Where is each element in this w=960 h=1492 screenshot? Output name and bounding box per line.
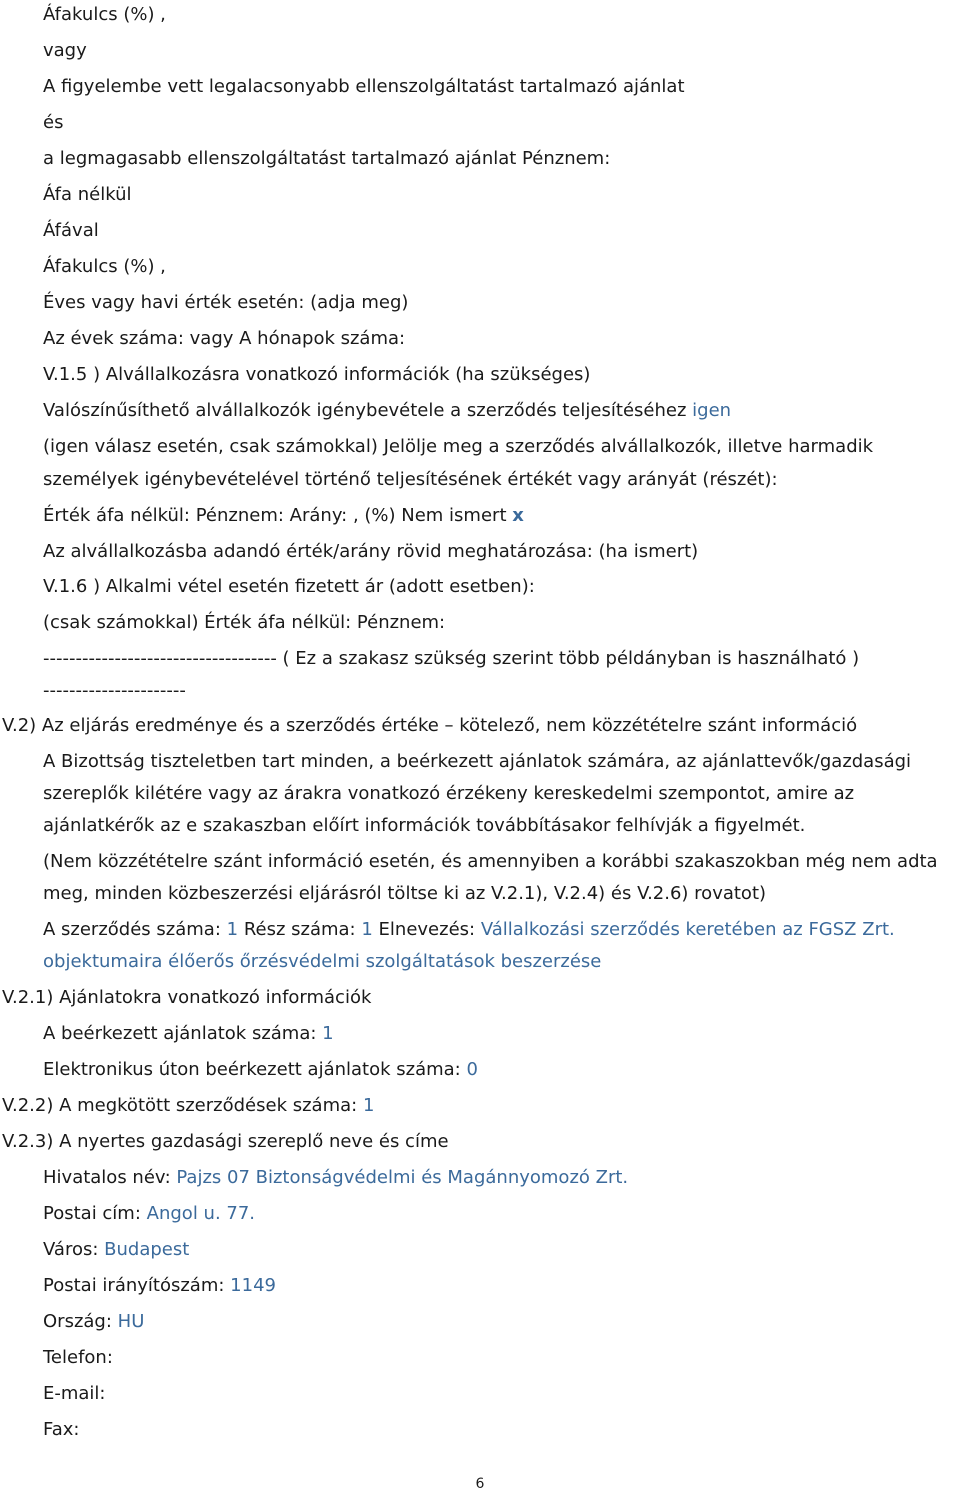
postal-address-line: Postai cím: Angol u. 77. [43,1203,256,1224]
with-vat-line: Áfával [43,220,99,241]
without-vat-line: Áfa nélkül [43,184,132,205]
commission-note-line-1: A Bizottság tiszteletben tart minden, a beérkezett ajánlatok számára, az ajánlattevők/gazdasági [43,751,912,772]
official-name-line: Hivatalos név: Pajzs 07 Biztonságvédelmi és Magánnyomozó Zrt. [43,1167,629,1188]
city-line: Város: Budapest [43,1239,190,1260]
concluded-contracts-value: 1 [362,1095,375,1116]
official-name-value: Pajzs 07 Biztonságvédelmi és Magánnyomozó Zrt. [176,1167,629,1188]
city-value: Budapest [104,1239,190,1260]
separator-note-line: ------------------------------------ ( Ez a szakasz szükség szerint több példányban is használható ) [43,648,860,669]
postal-code-value: 1149 [230,1275,276,1296]
postal-address-value: Angol u. 77. [146,1203,256,1224]
subcontract-description-line: Az alvállalkozásba adandó érték/arány rövid meghatározása: (ha ismert) [43,541,699,562]
commission-note-line-3: ajánlatkérők az e szakaszban előírt információk továbbításakor felhívják a figyelmét. [43,815,806,836]
section-v23-heading: V.2.3) A nyertes gazdasági szereplő neve és címe [2,1131,449,1152]
section-v22-line: V.2.2) A megkötött szerződések száma: 1 [2,1095,375,1116]
page-number: 6 [475,1476,485,1492]
not-known-mark: x [512,505,524,526]
contract-title-1: Vállalkozási szerződés keretében az FGSZ Zrt. [480,919,895,940]
section-v21-heading: V.2.1) Ajánlatokra vonatkozó információk [2,987,372,1008]
country-line: Ország: HU [43,1311,145,1332]
offers-received-line: A beérkezett ajánlatok száma: 1 [43,1023,334,1044]
years-months-line: Az évek száma: vagy A hónapok száma: [43,328,406,349]
and-line: és [43,112,64,133]
bargain-value-line: (csak számokkal) Érték áfa nélkül: Pénznem: [43,612,446,633]
value-ratio-line: Érték áfa nélkül: Pénznem: Arány: , (%) Nem ismert x [43,505,524,526]
section-v16-heading: V.1.6 ) Alkalmi vétel esetén fizetett ár (adott esetben): [43,576,535,597]
section-v2-heading: V.2) Az eljárás eredménye és a szerződés értéke – kötelező, nem közzétételre szánt információ [2,715,858,736]
subcontractor-line: Valószínűsíthető alvállalkozók igénybevétele a szerződés teljesítéséhez igen [43,400,732,421]
non-publication-note-line-1: (Nem közzétételre szánt információ esetén, és amennyiben a korábbi szakaszokban még nem adta [43,851,938,872]
subcontract-note-line-2: személyek igénybevételével történő teljesítésének értékét vagy arányát (részét): [43,469,778,490]
non-publication-note-line-2: meg, minden közbeszerzési eljárásról töltse ki az V.2.1), V.2.4) és V.2.6) rovatot) [43,883,767,904]
lowest-offer-line: A figyelembe vett legalacsonyabb ellenszolgáltatást tartalmazó ajánlat [43,76,685,97]
postal-code-line: Postai irányítószám: 1149 [43,1275,276,1296]
subcontract-note-line-1: (igen válasz esetén, csak számokkal) Jelölje meg a szerződés alvállalkozók, illetve harmadik [43,436,874,457]
separator-line: ---------------------- [43,680,186,701]
phone-line: Telefon: [43,1347,113,1368]
highest-offer-line: a legmagasabb ellenszolgáltatást tartalmazó ajánlat Pénznem: [43,148,611,169]
email-line: E-mail: [43,1383,106,1404]
part-number: 1 [361,919,373,940]
vat-rate-line-2: Áfakulcs (%) , [43,256,166,277]
fax-line: Fax: [43,1419,80,1440]
contract-number: 1 [226,919,239,940]
section-v15-heading: V.1.5 ) Alvállalkozásra vonatkozó információk (ha szükséges) [43,364,591,385]
or-line: vagy [43,40,87,61]
country-value: HU [117,1311,145,1332]
subcontractor-value: igen [692,400,732,421]
vat-rate-line: Áfakulcs (%) , [43,4,166,25]
contract-line: A szerződés száma: 1 Rész száma: 1 Elnevezés: Vállalkozási szerződés keretében az FGSZ Zrt. [43,919,895,940]
offers-electronic-value: 0 [466,1059,478,1080]
offers-electronic-line: Elektronikus úton beérkezett ajánlatok száma: 0 [43,1059,478,1080]
annual-monthly-line: Éves vagy havi érték esetén: (adja meg) [43,292,409,313]
contract-title-2: objektumaira élőerős őrzésvédelmi szolgáltatások beszerzése [43,951,602,972]
commission-note-line-2: szereplők kilétére vagy az árakra vonatkozó érzékeny kereskedelmi szempontot, amire az [43,783,855,804]
offers-received-value: 1 [322,1023,334,1044]
